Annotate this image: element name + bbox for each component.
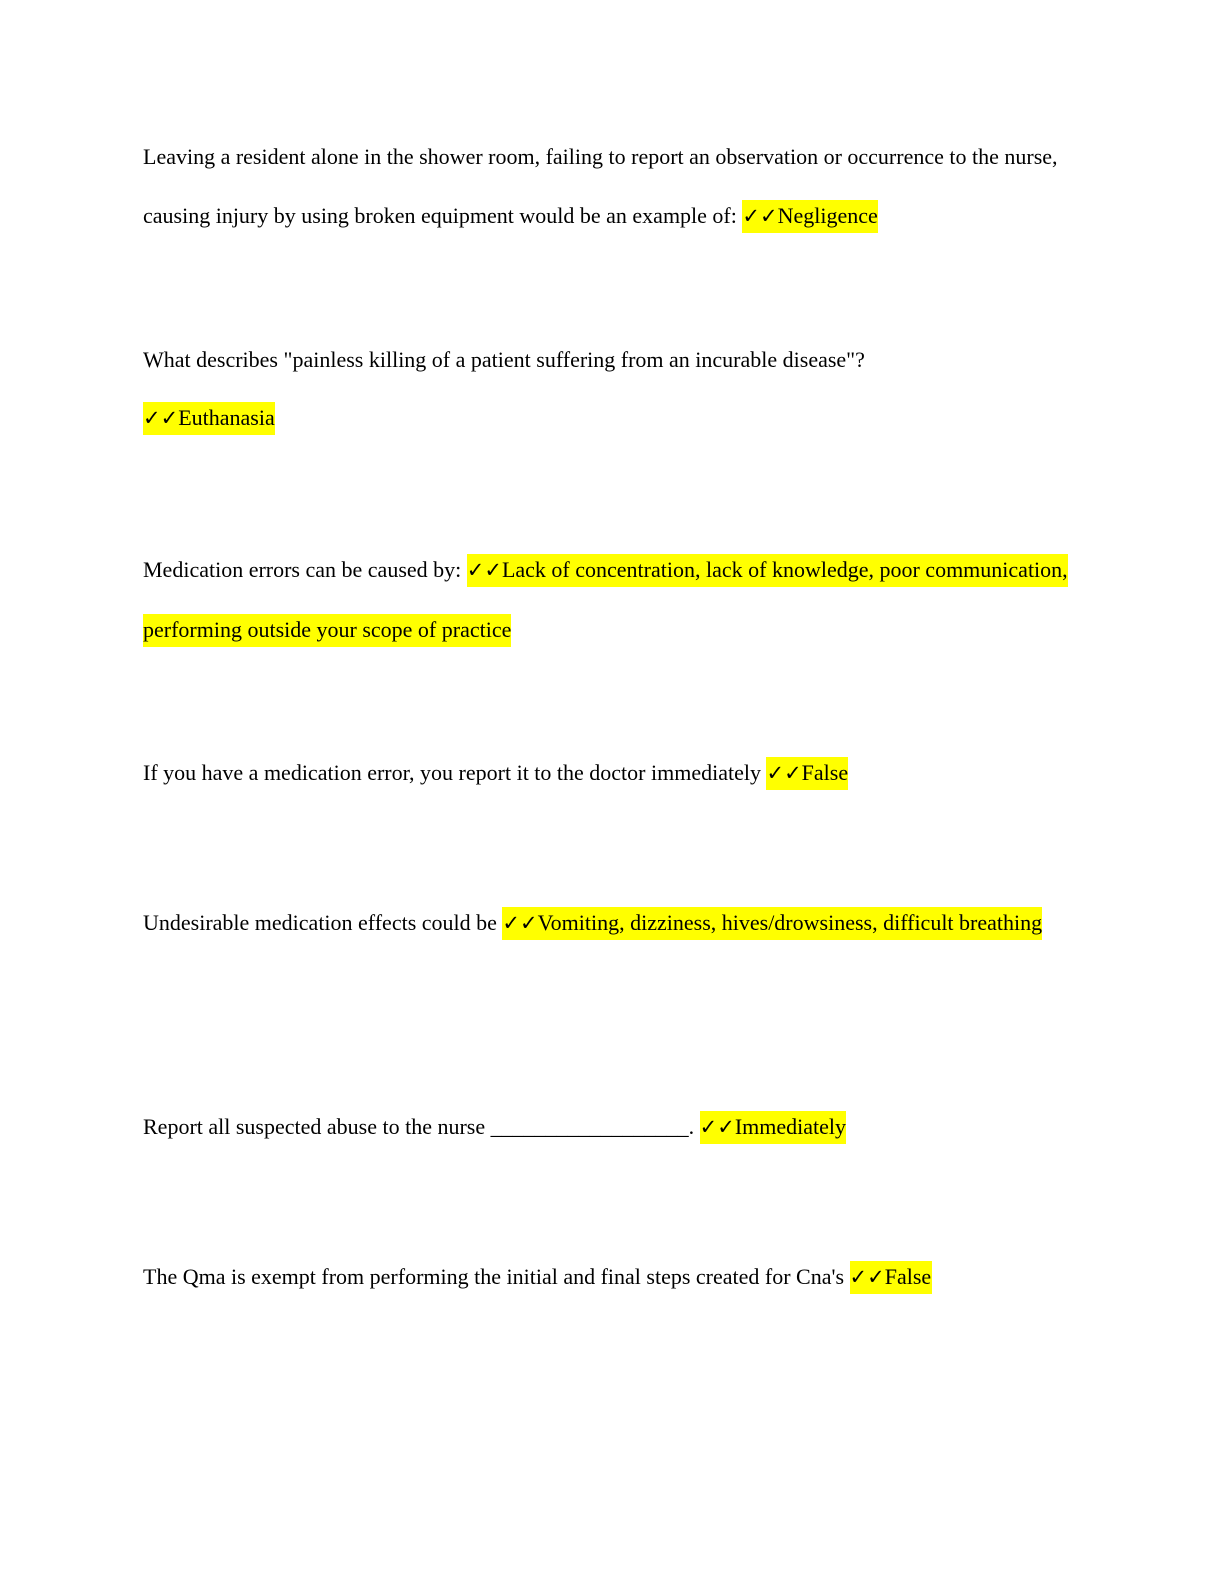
answer-text: Negligence bbox=[777, 203, 878, 228]
question-text: Undesirable medication effects could be bbox=[143, 910, 497, 935]
answer-highlight bbox=[700, 1111, 846, 1144]
question-text: The Qma is exempt from performing the initial and final steps created for Cna's bbox=[143, 1264, 845, 1289]
double-check-icon: ✓✓ bbox=[849, 1265, 885, 1289]
answer-text: False bbox=[884, 1264, 932, 1289]
double-check-icon: ✓✓ bbox=[502, 911, 538, 935]
question-text: Leaving a resident alone in the shower room, failing to report an observation or occurrence to the nurse, causing injury by using broken equipment would be an example of: bbox=[143, 144, 1058, 228]
qa-item-negligence bbox=[143, 127, 1083, 246]
answer-highlight bbox=[502, 907, 1042, 940]
question-text: If you have a medication error, you report it to the doctor immediately bbox=[143, 760, 761, 785]
qa-item-euthanasia bbox=[143, 331, 1083, 447]
double-check-icon: ✓✓ bbox=[742, 204, 778, 228]
qa-item-undesirable-effects bbox=[143, 893, 1083, 953]
answer-text: Vomiting, dizziness, hives/drowsiness, difficult breathing bbox=[537, 910, 1043, 935]
qa-item-suspected-abuse bbox=[143, 1097, 1083, 1157]
question-text: What describes "painless killing of a patient suffering from an incurable disease"? bbox=[143, 347, 865, 372]
answer-highlight bbox=[742, 200, 877, 233]
answer-text: False bbox=[801, 760, 849, 785]
answer-text: Euthanasia bbox=[178, 405, 275, 430]
qa-item-medication-errors bbox=[143, 540, 1083, 660]
qa-item-report-to-doctor bbox=[143, 743, 1083, 803]
question-text: Medication errors can be caused by: bbox=[143, 557, 462, 582]
answer-text: Immediately bbox=[734, 1114, 847, 1139]
answer-text: Lack of concentration, lack of knowledge, poor communication, performing outside your scope of practice bbox=[143, 557, 1068, 642]
double-check-icon: ✓✓ bbox=[766, 761, 802, 785]
answer-highlight bbox=[850, 1261, 933, 1294]
double-check-icon: ✓✓ bbox=[699, 1115, 735, 1139]
qa-item-qma-exempt bbox=[143, 1247, 1083, 1307]
question-text: Report all suspected abuse to the nurse __________________. bbox=[143, 1114, 695, 1139]
answer-highlight bbox=[766, 757, 848, 790]
double-check-icon: ✓✓ bbox=[466, 558, 502, 582]
answer-highlight bbox=[143, 402, 275, 435]
double-check-icon: ✓✓ bbox=[143, 406, 179, 430]
